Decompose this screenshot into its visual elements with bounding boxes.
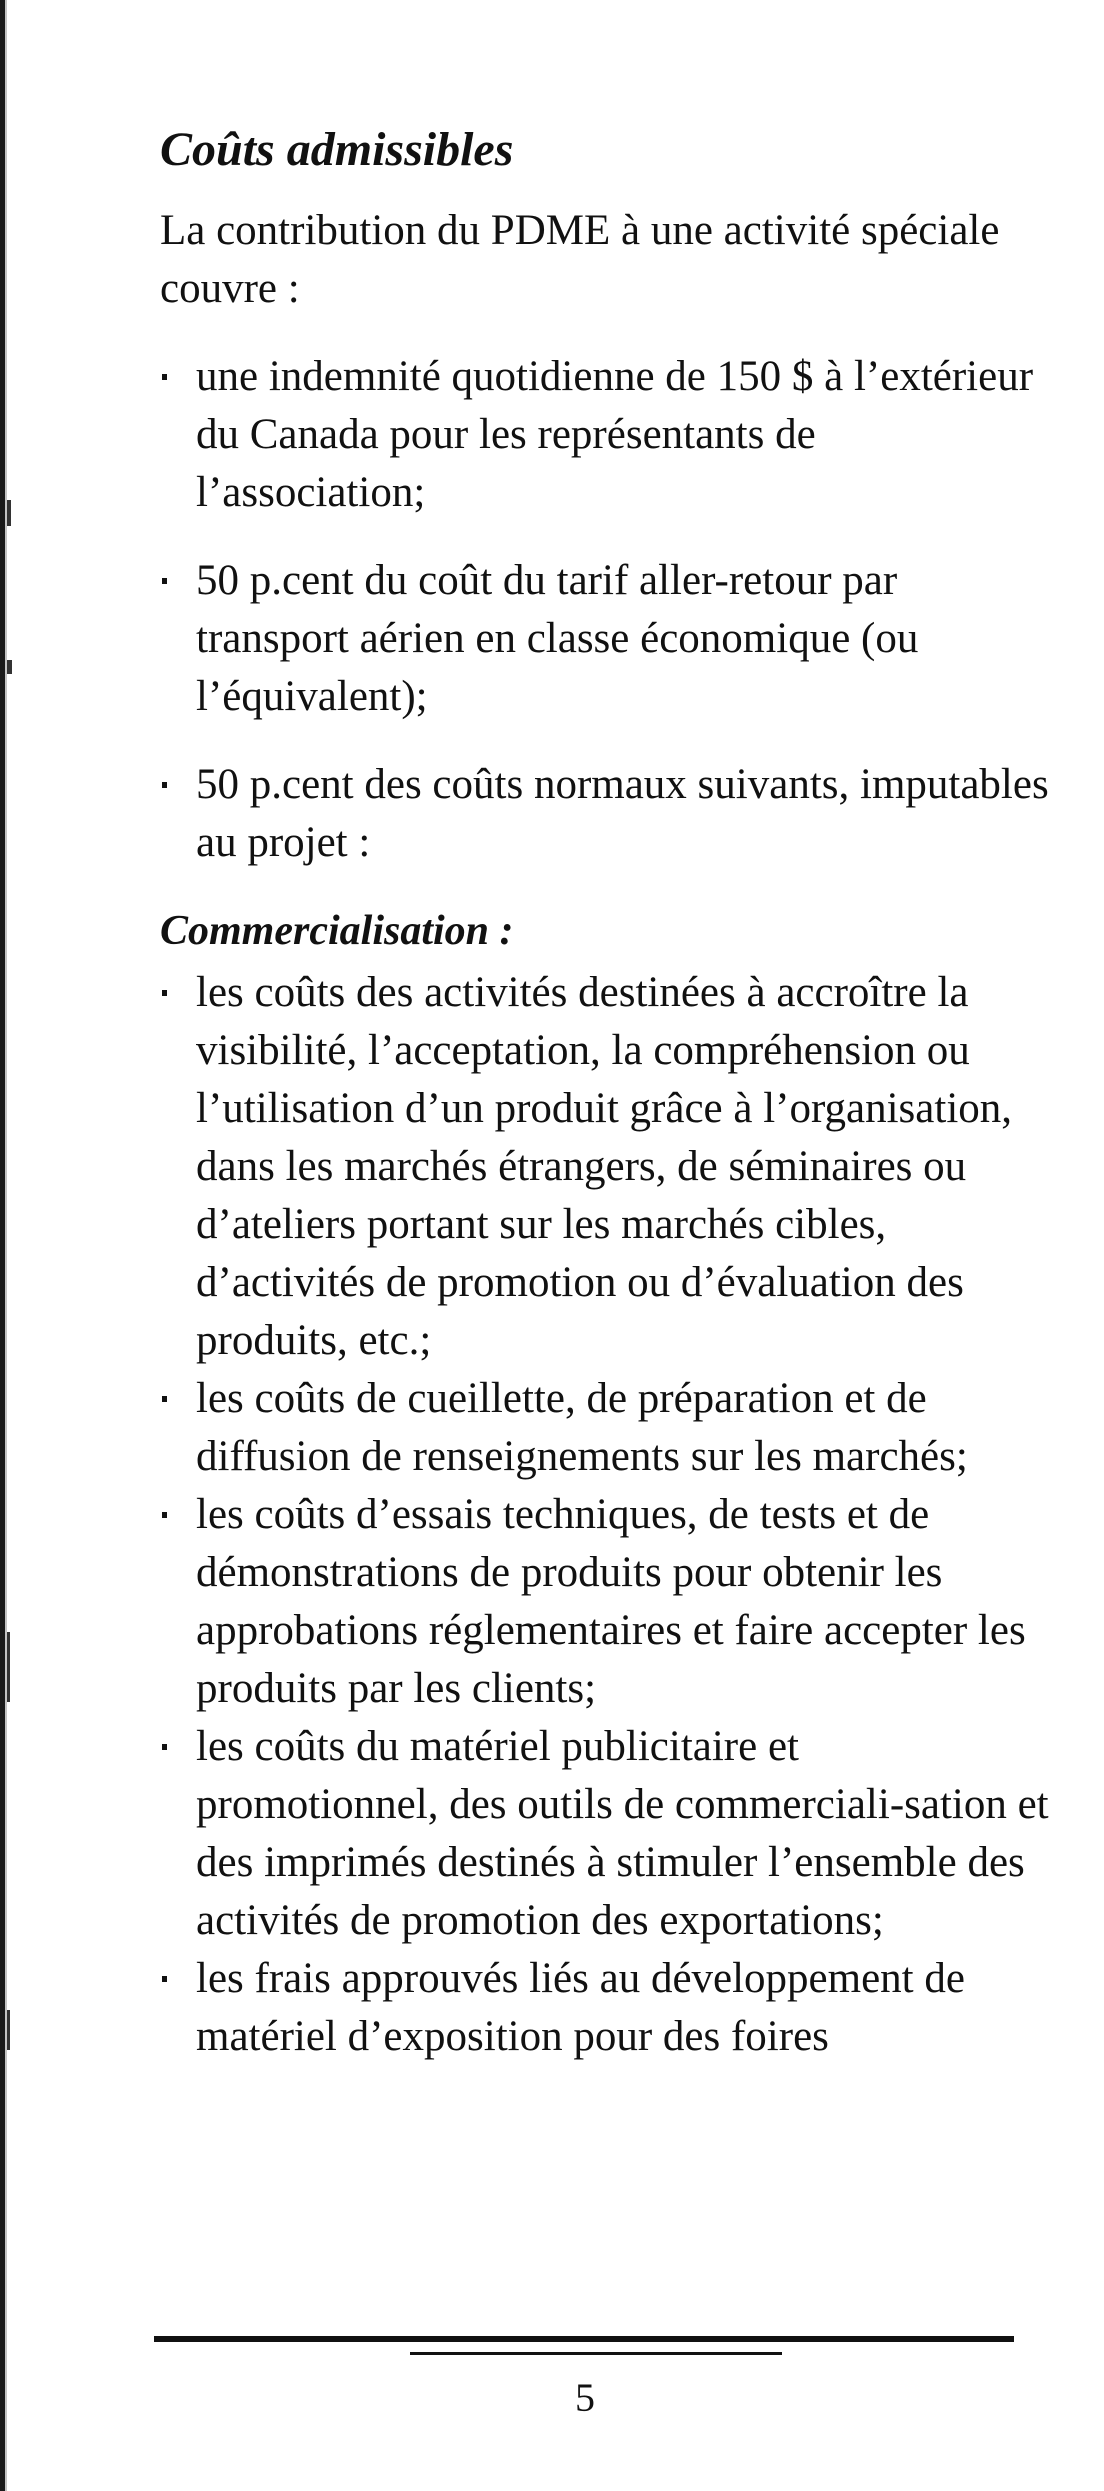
bullet-icon	[162, 578, 167, 584]
list-item	[160, 1486, 1050, 1718]
list-item-text: les coûts d’essais techniques, de tests et de démonstrations de produits pour obtenir les approbations réglementaires et faire accepter les produits par les clients;	[196, 1491, 1026, 1712]
list-item-text: 50 p.cent du coût du tarif aller-retour par transport aérien en classe économique (ou l’équivalent);	[196, 557, 919, 720]
list-item-text: une indemnité quotidienne de 150 $ à l’extérieur du Canada pour les représentants de l’association;	[196, 353, 1034, 516]
edge-mark	[7, 2010, 10, 2050]
section-heading: Coûts admissibles	[160, 123, 514, 176]
list-item-text: les coûts du matériel publicitaire et promotionnel, des outils de commerciali-sation et des imprimés destinés à stimuler l’ensemble des activités de promotion des exportations;	[196, 1723, 1049, 1944]
edge-mark	[7, 660, 12, 674]
bullet-icon	[162, 1512, 167, 1518]
page-number: 5	[575, 2375, 595, 2420]
bullet-icon	[162, 1976, 167, 1982]
list-item	[160, 348, 1050, 522]
commercialisation-list	[160, 964, 1050, 2066]
list-item-text: les frais approuvés liés au développement de matériel d’exposition pour des foires	[196, 1955, 965, 2060]
bullet-icon	[162, 1396, 167, 1402]
bullet-icon	[162, 374, 167, 380]
list-item-text: 50 p.cent des coûts normaux suivants, imputables au projet :	[196, 761, 1049, 866]
document-body	[160, 118, 1050, 2066]
bullet-icon	[162, 990, 167, 996]
bullet-icon	[162, 782, 167, 788]
list-item	[160, 1370, 1050, 1486]
intro-paragraph: La contribution du PDME à une activité spéciale couvre :	[160, 207, 1000, 312]
coverage-list	[160, 348, 1050, 872]
list-item-text: les coûts des activités destinées à accroître la visibilité, l’acceptation, la compréhension ou l’utilisation d’un produit grâce à l’organisation, dans les marchés étrangers, de séminaires ou d’ateliers portant sur les marchés cibles, d’activités de promotion ou d’évaluation des produits, etc.;	[196, 969, 1013, 1364]
page-left-border-shadow	[5, 0, 7, 2491]
list-item	[160, 1950, 1050, 2066]
commercialisation-heading: Commercialisation :	[160, 908, 514, 954]
footer-rule-thick	[154, 2336, 1014, 2342]
list-item	[160, 1718, 1050, 1950]
list-item	[160, 756, 1050, 872]
list-item	[160, 964, 1050, 1370]
list-item-text: les coûts de cueillette, de préparation et de diffusion de renseignements sur les marchés;	[196, 1375, 968, 1480]
footer-rule-thin	[410, 2352, 782, 2355]
edge-mark	[7, 500, 11, 526]
list-item	[160, 552, 1050, 726]
bullet-icon	[162, 1744, 167, 1750]
edge-mark	[7, 1632, 10, 1702]
